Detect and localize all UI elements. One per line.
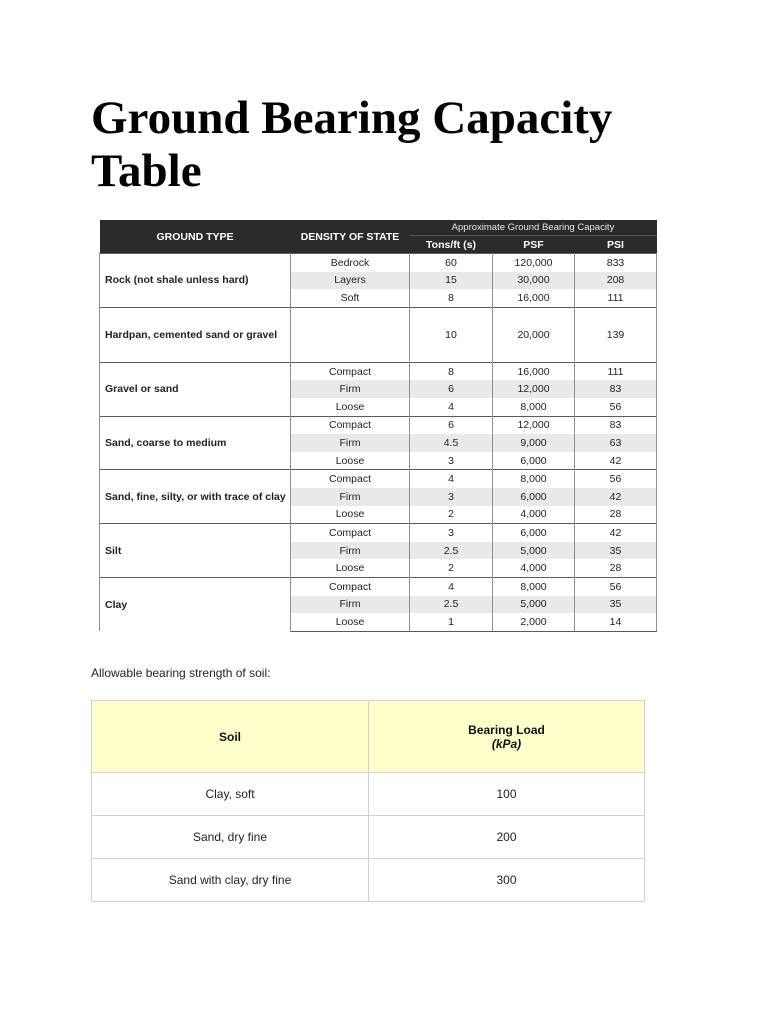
psf-cell: 6,000 — [493, 452, 575, 470]
psi-cell: 28 — [575, 559, 657, 577]
density-cell: Bedrock — [291, 254, 410, 272]
table-row — [100, 254, 657, 272]
header-soil: Soil — [92, 701, 369, 773]
density-cell: Firm — [291, 596, 410, 614]
tons-cell: 4 — [410, 577, 493, 595]
psf-cell: 5,000 — [493, 542, 575, 560]
psf-cell: 8,000 — [493, 398, 575, 416]
tons-cell: 2.5 — [410, 596, 493, 614]
tons-cell: 8 — [410, 289, 493, 307]
psf-cell: 12,000 — [493, 380, 575, 398]
psi-cell: 42 — [575, 488, 657, 506]
psf-cell: 4,000 — [493, 506, 575, 524]
header-psf: PSF — [493, 236, 575, 254]
header-bearing-load — [369, 701, 645, 773]
ground-type-cell: Gravel or sand — [100, 362, 291, 416]
psi-cell: 111 — [575, 289, 657, 307]
psf-cell: 16,000 — [493, 362, 575, 380]
psf-cell: 9,000 — [493, 434, 575, 452]
density-cell: Firm — [291, 488, 410, 506]
tons-cell: 2.5 — [410, 542, 493, 560]
density-cell: Compact — [291, 362, 410, 380]
psf-cell: 5,000 — [493, 596, 575, 614]
density-cell: Loose — [291, 398, 410, 416]
bearing-capacity-body — [100, 254, 657, 632]
psf-cell: 8,000 — [493, 577, 575, 595]
psi-cell: 63 — [575, 434, 657, 452]
soil-cell: Sand with clay, dry fine — [92, 859, 369, 902]
ground-type-cell: Clay — [100, 577, 291, 631]
table-row — [100, 416, 657, 434]
psf-cell: 30,000 — [493, 272, 575, 290]
soil-cell: Sand, dry fine — [92, 816, 369, 859]
table-row — [92, 773, 645, 816]
tons-cell: 1 — [410, 613, 493, 631]
tons-cell: 4 — [410, 398, 493, 416]
psi-cell: 83 — [575, 416, 657, 434]
page-title: Ground Bearing Capacity Table — [91, 92, 613, 197]
density-cell: Soft — [291, 289, 410, 307]
allowable-bearing-body — [92, 773, 645, 902]
psi-cell: 35 — [575, 542, 657, 560]
density-cell: Loose — [291, 559, 410, 577]
allowable-bearing-table — [91, 700, 645, 902]
psi-cell: 42 — [575, 524, 657, 542]
density-cell: Layers — [291, 272, 410, 290]
ground-type-cell: Silt — [100, 524, 291, 578]
tons-cell: 4 — [410, 470, 493, 488]
psi-cell: 139 — [575, 307, 657, 362]
psi-cell: 28 — [575, 506, 657, 524]
psi-cell: 56 — [575, 398, 657, 416]
density-cell: Loose — [291, 506, 410, 524]
ground-type-cell: Sand, fine, silty, or with trace of clay — [100, 470, 291, 524]
tons-cell: 3 — [410, 452, 493, 470]
psi-cell: 83 — [575, 380, 657, 398]
header-density: DENSITY OF STATE — [291, 220, 410, 254]
density-cell: Compact — [291, 577, 410, 595]
load-cell: 300 — [369, 859, 645, 902]
load-cell: 200 — [369, 816, 645, 859]
tons-cell: 6 — [410, 416, 493, 434]
table-row — [100, 577, 657, 595]
ground-type-cell: Hardpan, cemented sand or gravel — [100, 307, 291, 362]
psf-cell: 8,000 — [493, 470, 575, 488]
psi-cell: 208 — [575, 272, 657, 290]
header-load-unit: (kPa) — [491, 736, 522, 751]
density-cell: Firm — [291, 380, 410, 398]
bearing-capacity-table — [99, 220, 657, 632]
tons-cell: 15 — [410, 272, 493, 290]
tons-cell: 10 — [410, 307, 493, 362]
tons-cell: 60 — [410, 254, 493, 272]
ground-type-cell: Sand, coarse to medium — [100, 416, 291, 470]
psi-cell: 56 — [575, 577, 657, 595]
psf-cell: 12,000 — [493, 416, 575, 434]
header-tons: Tons/ft (s) — [410, 236, 493, 254]
psi-cell: 56 — [575, 470, 657, 488]
tons-cell: 2 — [410, 559, 493, 577]
tons-cell: 3 — [410, 488, 493, 506]
psf-cell: 16,000 — [493, 289, 575, 307]
density-cell: Compact — [291, 524, 410, 542]
table-row — [100, 307, 657, 362]
header-approx-capacity: Approximate Ground Bearing Capacity — [410, 220, 657, 236]
soil-cell: Clay, soft — [92, 773, 369, 816]
density-cell: Compact — [291, 416, 410, 434]
header-ground-type: GROUND TYPE — [100, 220, 291, 254]
table-row — [92, 816, 645, 859]
tons-cell: 2 — [410, 506, 493, 524]
tons-cell: 6 — [410, 380, 493, 398]
psf-cell: 2,000 — [493, 613, 575, 631]
header-load-label: Bearing Load — [468, 722, 545, 737]
tons-cell: 4.5 — [410, 434, 493, 452]
psi-cell: 42 — [575, 452, 657, 470]
psf-cell: 120,000 — [493, 254, 575, 272]
psi-cell: 111 — [575, 362, 657, 380]
load-cell: 100 — [369, 773, 645, 816]
psf-cell: 4,000 — [493, 559, 575, 577]
ground-type-cell: Rock (not shale unless hard) — [100, 254, 291, 308]
allowable-caption: Allowable bearing strength of soil: — [91, 666, 271, 680]
table-row — [92, 859, 645, 902]
density-cell: Loose — [291, 613, 410, 631]
density-cell — [291, 307, 410, 362]
tons-cell: 8 — [410, 362, 493, 380]
density-cell: Loose — [291, 452, 410, 470]
density-cell: Firm — [291, 542, 410, 560]
psf-cell: 6,000 — [493, 524, 575, 542]
density-cell: Firm — [291, 434, 410, 452]
psf-cell: 20,000 — [493, 307, 575, 362]
psi-cell: 14 — [575, 613, 657, 631]
density-cell: Compact — [291, 470, 410, 488]
table-row — [100, 470, 657, 488]
psf-cell: 6,000 — [493, 488, 575, 506]
header-psi: PSI — [575, 236, 657, 254]
tons-cell: 3 — [410, 524, 493, 542]
table-row — [100, 524, 657, 542]
psi-cell: 833 — [575, 254, 657, 272]
psi-cell: 35 — [575, 596, 657, 614]
table-row — [100, 362, 657, 380]
